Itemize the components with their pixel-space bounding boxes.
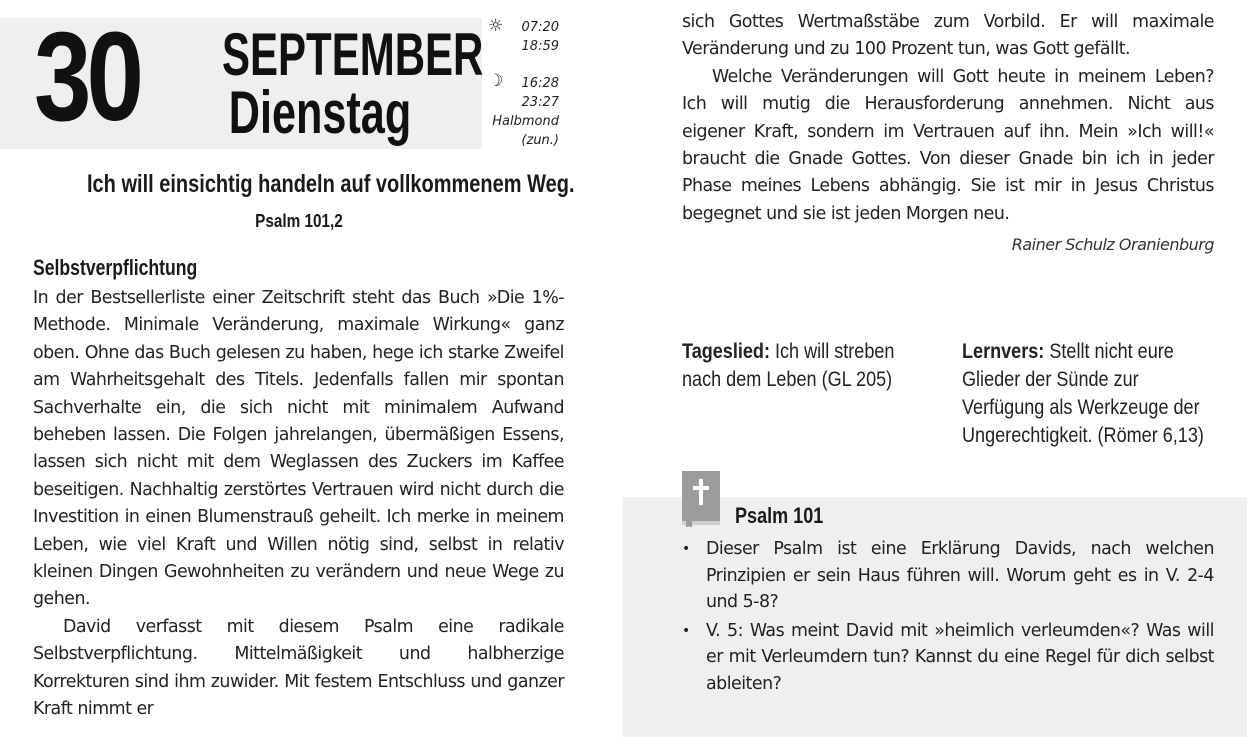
sun-times (500, 18, 559, 56)
daily-motto: Ich will einsichtig handeln auf vollkommenem Weg. (87, 170, 575, 198)
tageslied-label: Tageslied: (682, 340, 770, 363)
weekday-name: Dienstag (228, 79, 412, 146)
motto-reference: Psalm 101,2 (255, 211, 343, 231)
bullet-icon: • (682, 622, 690, 639)
day-number: 30 (34, 6, 140, 147)
article-paragraph-1: In der Bestsellerliste einer Zeitschrift steht das Buch »Die 1%-Methode. Minimale Veränderung, maximale Wirkung« ganz oben. Ohne das Buch gelesen zu haben, hege ich starke Zweifel am Wahrheitsgehalt des Titels. Jedenfalls fallen mir spontan Sachverhalte ein, die sich nicht mit minimalem Aufwand beheben lassen. Die Folgen jahrelangen, übermäßigen Essens, lassen sich nicht mit dem Weglassen des Zuckers im Kaffee beseitigen. Nachhaltig zerstörtes Vertrauen wird nicht durch die Investition in einen Blumenstrauß geheilt. Ich merke in meinem Leben, wie viel Kraft und Willen nötig sind, selbst in relativ kleinen Dingen Gewohnheiten zu verändern und neue Wege zu gehen. (33, 288, 564, 610)
moonrise-time: 16:28 (521, 76, 559, 91)
moon-icon: ☽ (488, 71, 504, 91)
moonset-time: 23:27 (521, 95, 559, 110)
article-paragraph-3: Welche Veränderungen will Gott heute in meinem Leben? Ich will mutig die Herausforderung annehmen. Nicht aus eigener Kraft, sondern im Vertrauen auf ihn. Mein »Ich will!« braucht die Gnade Gottes. Von dieser Gnade bin ich in jeder Phase meines Lebens abhängig. Sie ist mir in Jesus Christus begegnet und sie ist jeden Morgen neu. (682, 66, 1214, 224)
month-name: SEPTEMBER (222, 21, 484, 88)
article-left-column (33, 285, 564, 724)
moon-times (480, 74, 559, 150)
moon-phase: Halbmond (492, 114, 559, 129)
article-paragraph-2-end: sich Gottes Wertmaßstäbe zum Vorbild. Er will maximale Veränderung und zu 100 Prozent tun, was Gott gefällt. (682, 12, 1214, 60)
sunset-time: 18:59 (521, 39, 559, 54)
sun-icon: ☼ (488, 16, 504, 36)
bible-icon (682, 471, 722, 527)
lernvers-text: Stellt nicht eure Glieder der Sünde zur Verfügung als Werkzeuge der Ungerechtigkeit. (Römer 6,13) (962, 340, 1204, 447)
study-question-list (682, 536, 1214, 699)
study-question: • Dieser Psalm ist eine Erklärung Davids, nach welchen Prinzipien er sein Haus führen will. Worum geht es in V. 2-4 und 5-8? (682, 536, 1214, 616)
article-paragraph-2-start: David verfasst mit diesem Psalm eine radikale Selbstverpflichtung. Mittelmäßigkeit und halbherzige Korrekturen sind ihm zuwider. Mit festem Entschluss und ganzer Kraft nimmt er (33, 616, 564, 720)
tageslied-text: Ich will streben nach dem Leben (GL 205) (682, 340, 895, 391)
study-question: • V. 5: Was meint David mit »heimlich verleumden«? Was will er mit Verleumdern tun? Kannst du eine Regel für dich selbst ableiten? (682, 618, 1214, 698)
bullet-icon: • (682, 541, 690, 557)
study-title: Psalm 101 (735, 503, 824, 528)
moon-phase-note: (zun.) (521, 133, 559, 148)
article-right-column (682, 9, 1214, 228)
article-author: Rainer Schulz Oranienburg (1011, 235, 1214, 254)
article-title: Selbstverpflichtung (33, 255, 198, 280)
lernvers-label: Lernvers: (962, 340, 1045, 363)
sunrise-time: 07:20 (521, 20, 559, 35)
tageslied-box (682, 338, 928, 394)
lernvers-box (962, 338, 1213, 450)
